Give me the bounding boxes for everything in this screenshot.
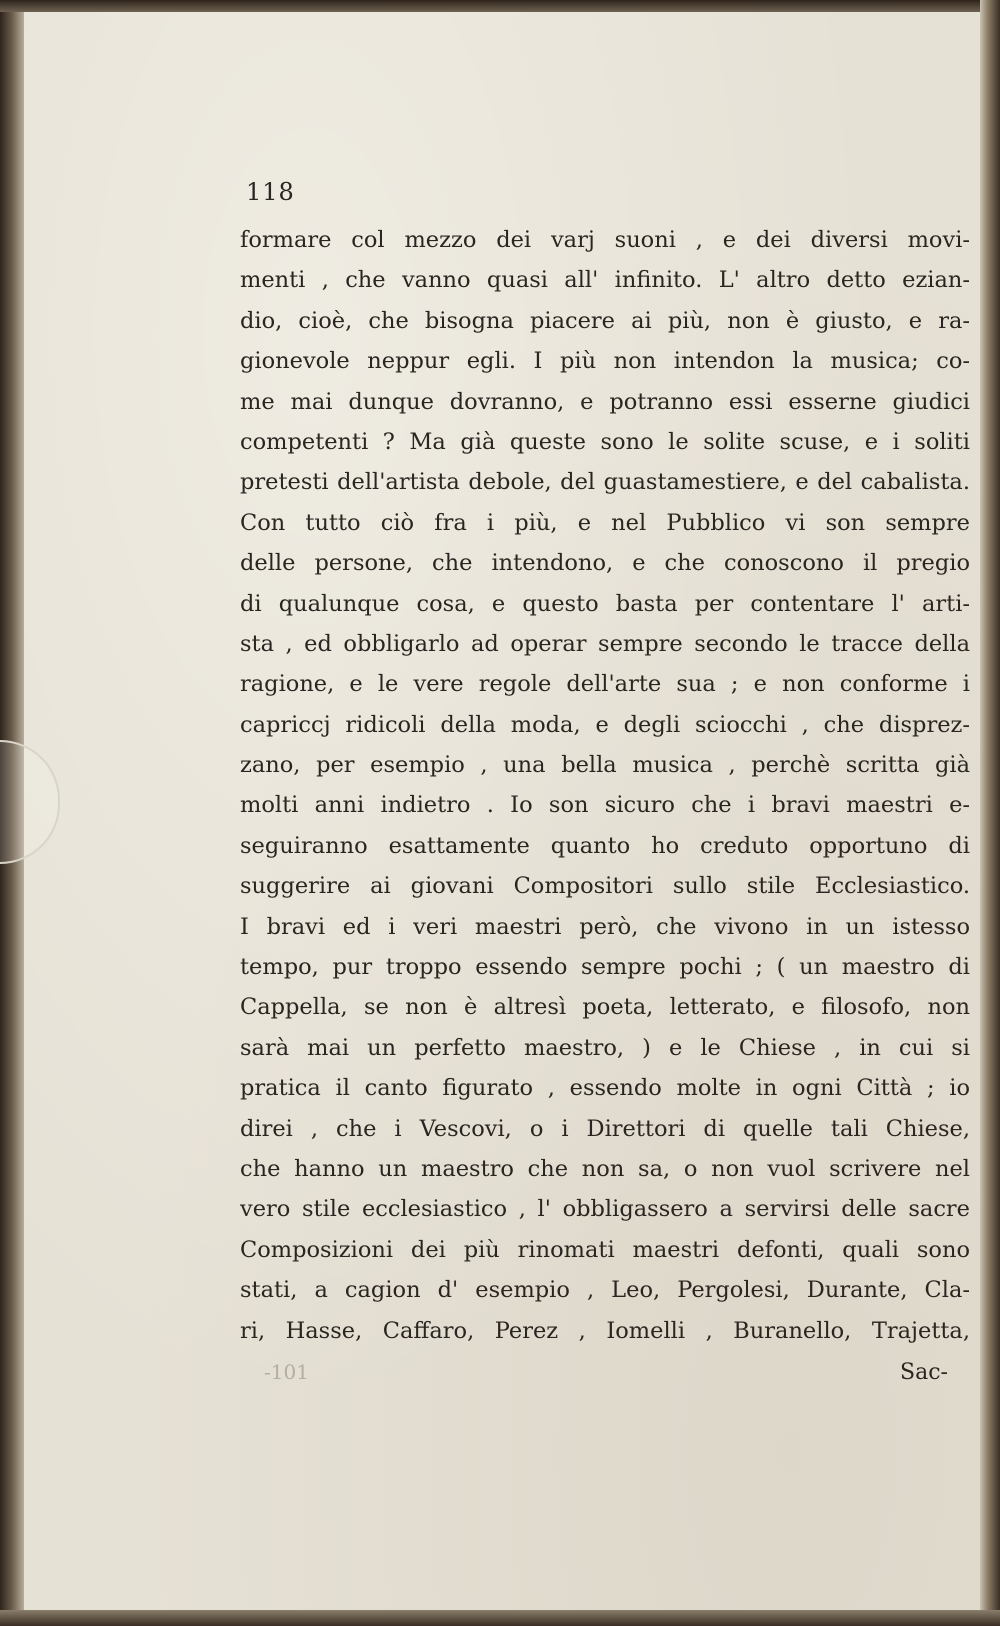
text-line: tempo, pur troppo essendo sempre pochi ; ( un maestro di [240, 954, 970, 981]
text-line: direi , che i Vescovi, o i Direttori di quelle tali Chiese, [240, 1115, 970, 1142]
text-line: Cappella, se non è altresì poeta, letterato, e filosofo, non [240, 994, 970, 1021]
text-line: pretesti dell'artista debole, del guastamestiere, e del cabalista. [240, 469, 970, 496]
text-line: I bravi ed i veri maestri però, che vivono in un istesso [240, 913, 970, 940]
text-line: dio, cioè, che bisogna piacere ai più, non è giusto, e ra- [240, 307, 970, 334]
text-line: che hanno un maestro che non sa, o non vuol scrivere nel [240, 1155, 970, 1182]
text-line: competenti ? Ma già queste sono le solite scuse, e i soliti [240, 428, 970, 455]
text-line: gionevole neppur egli. I più non intendon la musica; co- [240, 348, 970, 375]
text-line: me mai dunque dovranno, e potranno essi esserne giudici [240, 388, 970, 415]
text-line: pratica il canto figurato , essendo molte in ogni Città ; io [240, 1075, 970, 1102]
body-text [240, 220, 970, 1351]
text-line: ri, Hasse, Caffaro, Perez , Iomelli , Buranello, Trajetta, [240, 1317, 970, 1344]
text-line: di qualunque cosa, e questo basta per contentare l' arti- [240, 590, 970, 617]
text-line: suggerire ai giovani Compositori sullo stile Ecclesiastico. [240, 873, 970, 900]
text-line: sarà mai un perfetto maestro, ) e le Chiese , in cui si [240, 1034, 970, 1061]
text-line: Composizioni dei più rinomati maestri defonti, quali sono [240, 1236, 970, 1263]
scan-right-edge [980, 0, 1000, 1626]
bleed-through-mark: -101 [264, 1360, 309, 1384]
text-line: sta , ed obbligarlo ad operar sempre secondo le tracce della [240, 630, 970, 657]
text-line: menti , che vanno quasi all' infinito. L' altro detto ezian- [240, 267, 970, 294]
text-line: seguiranno esattamente quanto ho creduto opportuno di [240, 832, 970, 859]
text-line: zano, per esempio , una bella musica , perchè scritta già [240, 752, 970, 779]
scan-bottom-edge [0, 1610, 1000, 1626]
page-number: 118 [246, 178, 295, 206]
text-line: stati, a cagion d' esempio , Leo, Pergolesi, Durante, Cla- [240, 1277, 970, 1304]
text-line: capriccj ridicoli della moda, e degli sciocchi , che disprez- [240, 711, 970, 738]
text-line: Con tutto ciò fra i più, e nel Pubblico vi son sempre [240, 509, 970, 536]
text-line: delle persone, che intendono, e che conoscono il pregio [240, 550, 970, 577]
text-line: ragione, e le vere regole dell'arte sua ; e non conforme i [240, 671, 970, 698]
text-line: vero stile ecclesiastico , l' obbligassero a servirsi delle sacre [240, 1196, 970, 1223]
text-line: molti anni indietro . Io son sicuro che i bravi maestri e- [240, 792, 970, 819]
text-line: formare col mezzo dei varj suoni , e dei diversi movi- [240, 227, 970, 253]
catchword: Sac- [900, 1360, 948, 1385]
